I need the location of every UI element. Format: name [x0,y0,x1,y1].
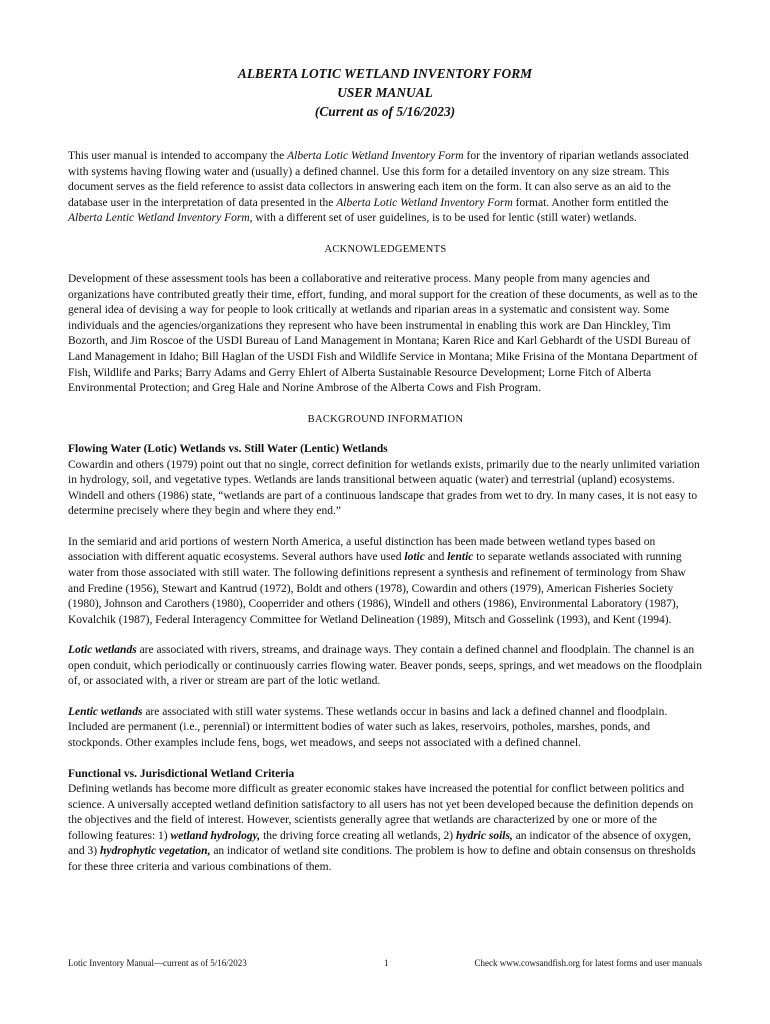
document-body [68,149,703,875]
document-date: (Current as of 5/16/2023) [314,104,456,119]
hydric-soils-term: hydric soils, [455,829,513,842]
criteria-subheading: Functional vs. Jurisdictional Wetland Criteria [68,767,295,780]
background-heading: BACKGROUND INFORMATION [307,413,464,425]
footer-website-note: Check www.cowsandfish.org for latest forms and user manuals [474,958,702,968]
acknowledgements-paragraph: Development of these assessment tools has been a collaborative and reiterative process. Many people from many agencies and organizations have contributed greatly their time, effort, funding, and moral support for the creation of these documents, as well as to the general idea of devising a way for people to look critically at wetlands and riparian areas in a systematic and consistent way. Some individuals and the agencies/organizations they represent who have been instrumental in enabling this work are Dan Hinckley, Tim Bozorth, and Jim Roscoe of the USDI Bureau of Land Management in Montana; Karen Rice and Karl Gebhardt of the USDI Bureau of Land Management in Idaho; Bill Haglan of the USDI Fish and Wildlife Service in Montana; Mike Frisina of the Montana Department of Fish, Wildlife and Parks; Barry Adams and Gerry Ehlert of Alberta Sustainable Resource Development; Lorne Fitch of Alberta Environmental Protection; and Greg Hale and Norine Ambrose of the Alberta Cows and Fish Program. [68,273,698,395]
page-number: 1 [384,958,389,968]
form-name: Alberta Lotic Wetland Inventory Form [287,150,464,162]
intro-paragraph: This user manual is intended to accompany the Alberta Lotic Wetland Inventory Form for the inventory of riparian wetlands associated with systems having flowing water and (usually) a defined channel. Use this form for a detailed inventory on any size stream. This document serves as the field reference to assist data collectors in answering each item on the form. It can also serve as an aid to the database user in the interpretation of data presented in the Alberta Lotic Wetland Inventory Form format. Another form entitled the Alberta Lentic Wetland Inventory Form, with a different set of user guidelines, is to be used for lentic (still water) wetlands. [68,150,689,225]
lotic-term: Lotic wetlands [68,644,137,657]
cowardin-paragraph: Cowardin and others (1979) point out that no single, correct definition for wetlands exists, primarily due to the nearly unlimited variation in hydrology, soil, and vegetative types. Wetlands are lands transitional between aquatic (water) and terrestrial (upland) ecosystems. Windell and others (1986) state, “wetlands are part of a continuous landscape that grades from wet to dry. In many cases, it is not easy to determine precisely where they begin and where they end.” [68,458,700,518]
document-title-block [0,64,770,121]
criteria-paragraph: Defining wetlands has become more difficult as greater economic stakes have increased the potential for conflict between politics and science. A universally accepted wetland definition satisfactory to all users has not yet been developed because the definition depends on the objectives and the field of interest. However, scientists generally agree that wetlands are characterized by one or more of the following features: 1) wetland hydrology, the driving force creating all wetlands, 2) hydric soils, an indicator of the absence of oxygen, and 3) hydrophytic vegetation, an indicator of wetland site conditions. The problem is how to define and obtain consensus on thresholds for these three criteria and various combinations of them. [68,783,696,873]
footer-manual-title: Lotic Inventory Manual—current as of 5/16/2023 [68,958,247,968]
lotic-definition-paragraph: Lotic wetlands are associated with rivers, streams, and drainage ways. They contain a defined channel and floodplain. The channel is an open conduit, which periodically or continuously carries flowing water. Beaver ponds, seeps, springs, and wet meadows on the floodplain of, or associated with, a river or stream are part of the lotic wetland. [68,644,702,688]
lotic-vs-lentic-subheading: Flowing Water (Lotic) Wetlands vs. Still Water (Lentic) Wetlands [68,443,388,456]
acknowledgements-heading: ACKNOWLEDGEMENTS [324,243,447,255]
lentic-term: Lentic wetlands [68,705,143,718]
lotic-term-inline: lotic [404,551,425,564]
distinction-paragraph: In the semiarid and arid portions of western North America, a useful distinction has been made between wetland types based on association with different aquatic ecosystems. Several authors have used lotic and lentic to separate wetlands associated with running water from those associated with still water. The following definitions represent a synthesis and refinement of terminology from Shaw and Fredine (1956), Stewart and Kantrud (1972), Boldt and others (1978), Cowardin and others (1979), American Fisheries Society (1980), Johnson and Carothers (1980), Cooperrider and others (1986), Windell and others (1986), Environmental Laboratory (1987), Kovalchik (1987), Federal Interagency Committee for Wetland Delineation (1989), Mitsch and Gosselink (1993), and Kent (1994). [68,535,686,626]
wetland-hydrology-term: wetland hydrology, [170,829,261,842]
hydrophytic-vegetation-term: hydrophytic vegetation, [99,845,211,858]
lentic-definition-paragraph: Lentic wetlands are associated with still water systems. These wetlands occur in basins and lack a defined channel and floodplain. Included are permanent (i.e., perennial) or intermittent bodies of water such as lakes, reservoirs, potholes, marshes, ponds, and stockponds. Other examples include fens, bogs, wet meadows, and seeps not associated with a defined channel. [68,705,668,749]
lentic-term-inline: lentic [447,551,474,564]
document-subtitle: USER MANUAL [337,85,433,100]
document-title: ALBERTA LOTIC WETLAND INVENTORY FORM [237,66,533,81]
lentic-form-name: Alberta Lentic Wetland Inventory Form, [68,212,253,225]
form-name-2: Alberta Lotic Wetland Inventory Form [336,196,513,209]
